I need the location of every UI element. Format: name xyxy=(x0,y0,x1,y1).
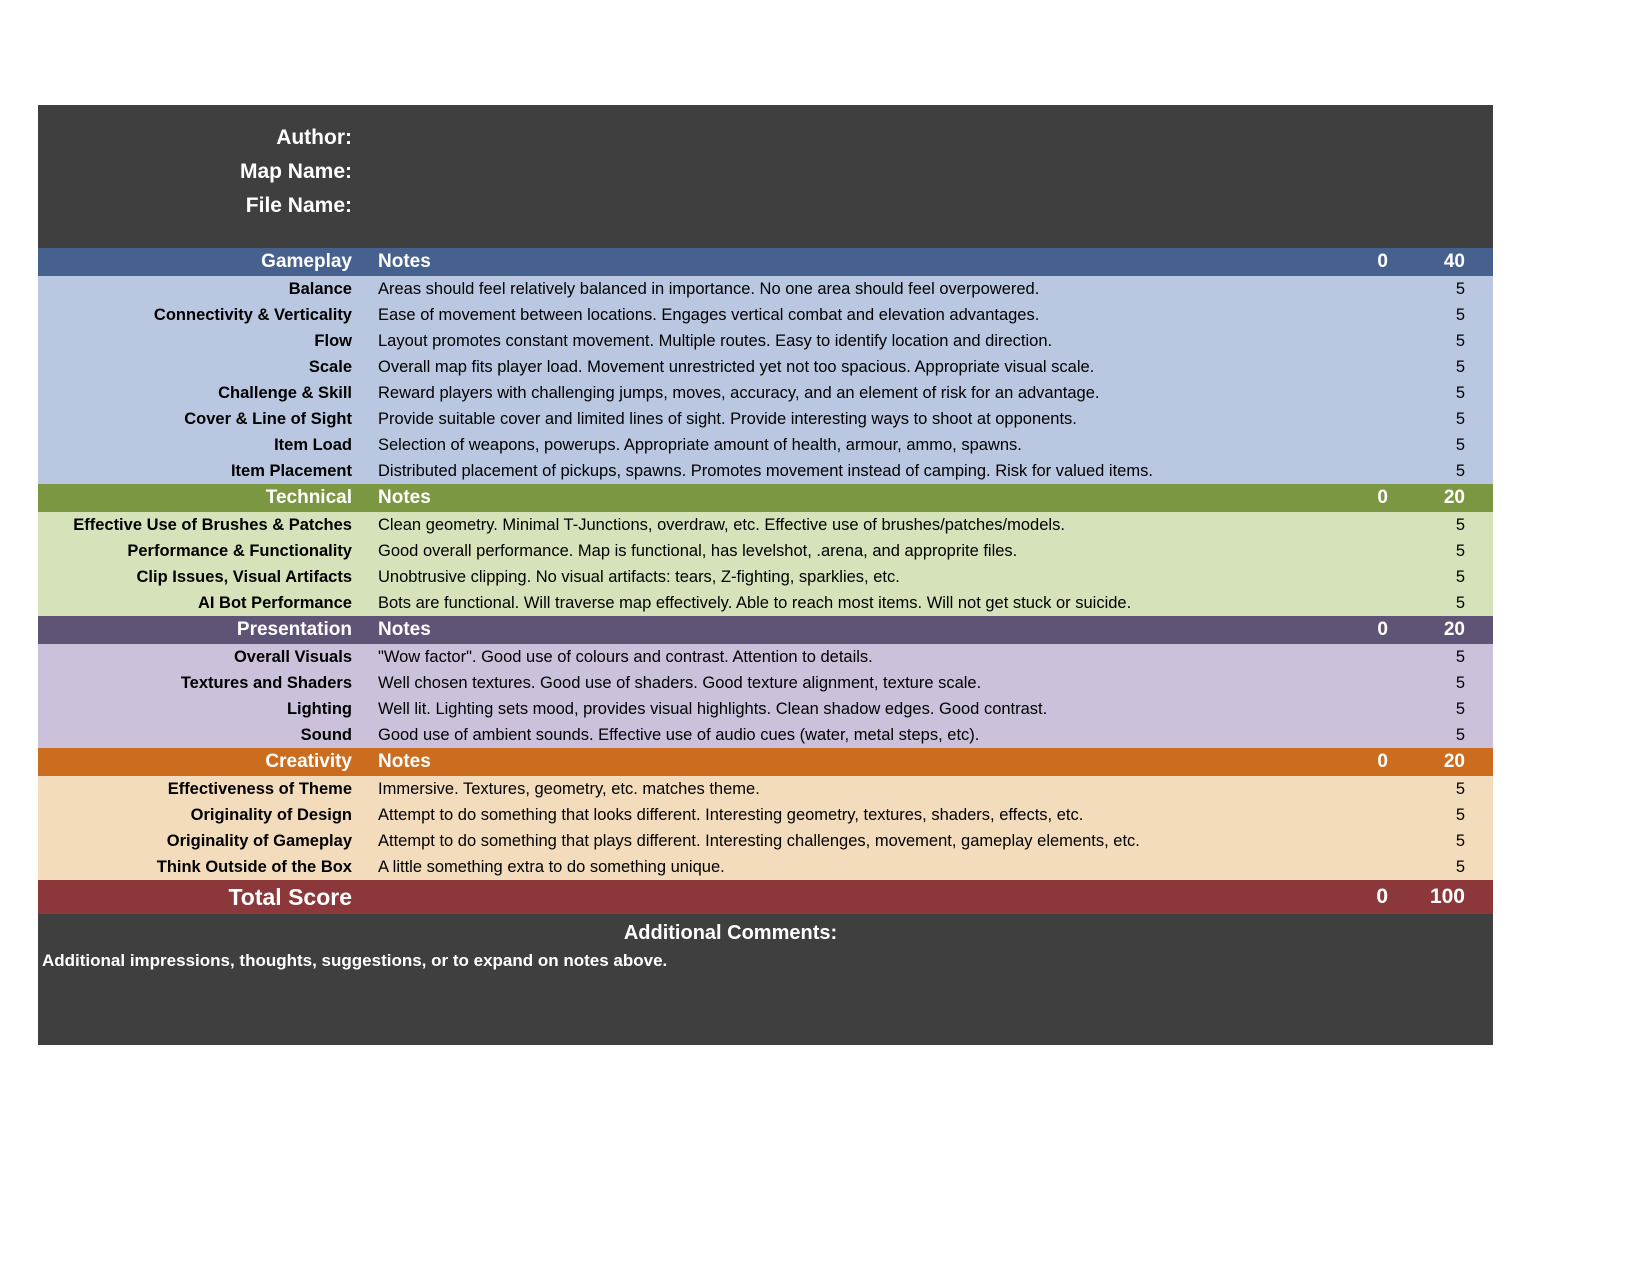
section-score-total: 0 xyxy=(1377,487,1388,508)
criterion-row xyxy=(38,380,1493,406)
section-max-points: 20 xyxy=(1443,487,1465,508)
section-max-points: 20 xyxy=(1443,619,1465,640)
criterion-label: Connectivity & Verticality xyxy=(153,305,352,324)
section-title: Presentation xyxy=(236,619,352,640)
criterion-note: Immersive. Textures, geometry, etc. matches theme. xyxy=(378,779,760,798)
criterion-points: 5 xyxy=(1455,461,1465,480)
criterion-label: Clip Issues, Visual Artifacts xyxy=(136,567,352,586)
additional-comments-hint: Additional impressions, thoughts, suggestions, or to expand on notes above. xyxy=(42,951,668,970)
section-header-row xyxy=(38,616,1493,644)
criterion-note: A little something extra to do something unique. xyxy=(378,857,725,876)
criterion-label: Item Placement xyxy=(230,461,352,480)
criterion-label: Effectiveness of Theme xyxy=(167,779,352,798)
criterion-points: 5 xyxy=(1455,779,1465,798)
criterion-points: 5 xyxy=(1455,279,1465,298)
criterion-row xyxy=(38,644,1493,670)
section-notes-header: Notes xyxy=(378,251,431,272)
score-sections xyxy=(38,248,1493,880)
criterion-points: 5 xyxy=(1455,409,1465,428)
section-title: Creativity xyxy=(265,751,352,772)
criterion-points: 5 xyxy=(1455,541,1465,560)
criterion-points: 5 xyxy=(1455,725,1465,744)
criterion-points: 5 xyxy=(1455,699,1465,718)
section-technical xyxy=(38,484,1493,616)
criterion-label: Cover & Line of Sight xyxy=(184,409,352,428)
criterion-note: Clean geometry. Minimal T-Junctions, overdraw, etc. Effective use of brushes/patches/models. xyxy=(378,515,1065,534)
criterion-note: Layout promotes constant movement. Multiple routes. Easy to identify location and direction. xyxy=(378,331,1053,350)
criterion-points: 5 xyxy=(1455,857,1465,876)
criterion-label: Originality of Design xyxy=(190,805,352,824)
criterion-row xyxy=(38,802,1493,828)
criterion-note: Well chosen textures. Good use of shaders. Good texture alignment, texture scale. xyxy=(378,673,982,692)
criterion-note: Provide suitable cover and limited lines of sight. Provide interesting ways to shoot at opponents. xyxy=(378,409,1077,428)
criterion-points: 5 xyxy=(1455,831,1465,850)
header-field-label: File Name: xyxy=(245,194,352,217)
section-header-row xyxy=(38,248,1493,276)
criterion-points: 5 xyxy=(1455,647,1465,666)
map-review-sheet xyxy=(38,105,1493,1045)
criterion-note: "Wow factor". Good use of colours and contrast. Attention to details. xyxy=(378,647,873,666)
criterion-note: Bots are functional. Will traverse map effectively. Able to reach most items. Will not get stuck or suicide. xyxy=(378,593,1132,612)
criterion-row xyxy=(38,406,1493,432)
criterion-points: 5 xyxy=(1455,673,1465,692)
criterion-points: 5 xyxy=(1455,435,1465,454)
section-max-points: 40 xyxy=(1443,251,1465,272)
criterion-row xyxy=(38,564,1493,590)
criterion-points: 5 xyxy=(1455,331,1465,350)
total-score-value: 0 xyxy=(1376,885,1388,908)
criterion-row xyxy=(38,458,1493,484)
criterion-row xyxy=(38,302,1493,328)
criterion-points: 5 xyxy=(1455,805,1465,824)
header-field-input[interactable] xyxy=(370,155,1493,189)
criterion-label: Challenge & Skill xyxy=(218,383,352,402)
criterion-note: Attempt to do something that plays different. Interesting challenges, movement, gameplay elements, etc. xyxy=(378,831,1140,850)
criterion-points: 5 xyxy=(1455,383,1465,402)
section-notes-header: Notes xyxy=(378,619,431,640)
section-score-total: 0 xyxy=(1377,251,1388,272)
criterion-note: Good use of ambient sounds. Effective use of audio cues (water, metal steps, etc). xyxy=(378,725,980,744)
header-field-label: Map Name: xyxy=(239,160,352,183)
criterion-note: Unobtrusive clipping. No visual artifacts: tears, Z-fighting, sparklies, etc. xyxy=(378,567,900,586)
criterion-label: Balance xyxy=(288,279,352,298)
criterion-label: Sound xyxy=(300,725,352,744)
criterion-row xyxy=(38,328,1493,354)
criterion-points: 5 xyxy=(1455,567,1465,586)
criterion-row xyxy=(38,590,1493,616)
total-max-value: 100 xyxy=(1429,885,1465,908)
criterion-label: Lighting xyxy=(286,699,352,718)
criterion-note: Well lit. Lighting sets mood, provides visual highlights. Clean shadow edges. Good contrast. xyxy=(378,699,1048,718)
criterion-note: Good overall performance. Map is functional, has levelshot, .arena, and approprite files. xyxy=(378,541,1018,560)
section-notes-header: Notes xyxy=(378,487,431,508)
criterion-points: 5 xyxy=(1455,593,1465,612)
criterion-row xyxy=(38,696,1493,722)
criterion-points: 5 xyxy=(1455,515,1465,534)
criterion-row xyxy=(38,776,1493,802)
sheet-header xyxy=(38,105,1493,248)
criterion-row xyxy=(38,722,1493,748)
total-score-label: Total Score xyxy=(228,883,352,910)
criterion-note: Distributed placement of pickups, spawns. Promotes movement instead of camping. Risk for valued items. xyxy=(378,461,1153,480)
criterion-row xyxy=(38,354,1493,380)
criterion-row xyxy=(38,432,1493,458)
criterion-label: Effective Use of Brushes & Patches xyxy=(73,515,352,534)
criterion-label: Item Load xyxy=(274,435,352,454)
section-title: Technical xyxy=(265,487,352,508)
criterion-label: Flow xyxy=(314,331,352,350)
criterion-note: Selection of weapons, powerups. Appropriate amount of health, armour, ammo, spawns. xyxy=(378,435,1022,454)
criterion-note: Reward players with challenging jumps, moves, accuracy, and an element of risk for an advantage. xyxy=(378,383,1100,402)
section-score-total: 0 xyxy=(1377,619,1388,640)
additional-comments-block xyxy=(38,914,1493,1045)
section-header-row xyxy=(38,748,1493,776)
criterion-row xyxy=(38,828,1493,854)
section-gameplay xyxy=(38,248,1493,484)
header-field-row xyxy=(38,155,1493,189)
criterion-label: Performance & Functionality xyxy=(127,541,352,560)
section-presentation xyxy=(38,616,1493,748)
section-creativity xyxy=(38,748,1493,880)
criterion-label: Textures and Shaders xyxy=(180,673,352,692)
criterion-row xyxy=(38,670,1493,696)
criterion-note: Ease of movement between locations. Engages vertical combat and elevation advantages. xyxy=(378,305,1040,324)
criterion-note: Attempt to do something that looks different. Interesting geometry, textures, shaders, effects, etc. xyxy=(378,805,1084,824)
criterion-label: Originality of Gameplay xyxy=(166,831,352,850)
section-notes-header: Notes xyxy=(378,751,431,772)
criterion-label: Think Outside of the Box xyxy=(156,857,352,876)
additional-comments-title: Additional Comments: xyxy=(623,922,838,944)
criterion-label: AI Bot Performance xyxy=(197,593,352,612)
criterion-row xyxy=(38,854,1493,880)
criterion-row xyxy=(38,512,1493,538)
section-max-points: 20 xyxy=(1443,751,1465,772)
header-field-input[interactable] xyxy=(370,189,1493,223)
criterion-points: 5 xyxy=(1455,357,1465,376)
header-field-input[interactable] xyxy=(370,121,1493,155)
criterion-note: Overall map fits player load. Movement unrestricted yet not too spacious. Appropriate visual scale. xyxy=(378,357,1095,376)
header-field-label: Author: xyxy=(276,126,352,149)
section-header-row xyxy=(38,484,1493,512)
criterion-label: Overall Visuals xyxy=(233,647,352,666)
section-score-total: 0 xyxy=(1377,751,1388,772)
header-field-row xyxy=(38,121,1493,155)
section-title: Gameplay xyxy=(261,251,352,272)
criterion-label: Scale xyxy=(308,357,352,376)
total-score-row xyxy=(38,880,1493,914)
criterion-note: Areas should feel relatively balanced in importance. No one area should feel overpowered. xyxy=(378,279,1040,298)
criterion-row xyxy=(38,276,1493,302)
header-field-row xyxy=(38,189,1493,223)
criterion-points: 5 xyxy=(1455,305,1465,324)
criterion-row xyxy=(38,538,1493,564)
